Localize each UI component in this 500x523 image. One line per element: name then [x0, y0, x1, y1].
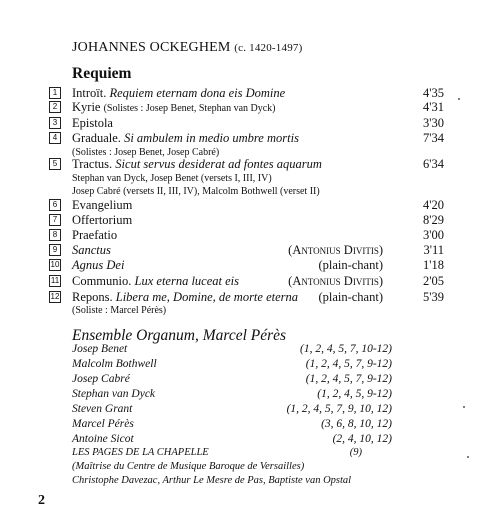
track-title [72, 290, 298, 304]
performer-tracks: (1, 2, 4, 5, 7, 9-12) [305, 373, 392, 385]
track-title [72, 228, 117, 242]
track-duration: 2'05 [422, 274, 444, 288]
track-title [72, 131, 299, 145]
track-duration: 4'20 [422, 198, 444, 212]
track-number-box: 3 [49, 117, 61, 129]
track-title-plain: Praefatio [72, 228, 118, 242]
track-number-box: 12 [50, 292, 60, 301]
track-title-plain: Tractus. [72, 157, 116, 171]
track-duration: 5'39 [422, 290, 444, 304]
performer-name: Josep Benet [72, 343, 128, 355]
track-title-italic: Si ambulem in medio umbre mortis [124, 131, 299, 145]
track-title-plain: Epistola [72, 116, 113, 130]
choir-tracks: (9) [349, 447, 362, 458]
composer-dates: (c. 1420-1497) [234, 42, 303, 54]
performer-name: Steven Grant [72, 403, 133, 415]
choir-affiliation: (Maîtrise du Centre de Musique Baroque de Versailles) [72, 461, 305, 472]
composer-heading [72, 40, 302, 56]
track-title [72, 198, 132, 212]
track-title-italic: Sanctus [72, 243, 111, 257]
track-title-italic: Lux eterna luceat eis [134, 274, 240, 288]
track-title-plain: Offertorium [72, 213, 133, 227]
performer-tracks: (2, 4, 10, 12) [332, 433, 392, 445]
track-title-plain: Repons. [72, 290, 116, 304]
track-title-italic: Agnus Dei [72, 258, 125, 272]
track-title [72, 100, 276, 116]
track-duration: 6'34 [422, 157, 444, 171]
track-title-plain: Evangelium [72, 198, 133, 212]
track-title-plain: Introït. [72, 86, 110, 100]
work-title: Requiem [72, 65, 132, 82]
track-duration: 7'34 [422, 131, 444, 145]
track-title-italic: Sicut servus desiderat ad fontes aquarum [115, 157, 322, 171]
track-number-box: 9 [49, 244, 61, 256]
track-attribution: (Antonius Divitis) [288, 243, 383, 257]
performer-tracks: (1, 2, 4, 5, 7, 9, 10, 12) [286, 403, 392, 415]
track-number-box: 2 [49, 101, 61, 113]
track-credit-line: (Soliste : Marcel Pérès) [72, 305, 167, 316]
performer-name: Malcolm Bothwell [72, 358, 157, 370]
track-number-box: 5 [49, 158, 61, 170]
track-duration: 3'11 [423, 243, 444, 257]
performer-name: Antoine Sicot [72, 433, 134, 445]
track-title-italic: Requiem eternam dona eis Domine [109, 86, 286, 100]
track-attribution: (plain-chant) [318, 258, 383, 272]
ensemble-title: Ensemble Organum, Marcel Pérès [72, 327, 287, 344]
composer-name: JOHANNES OCKEGHEM [72, 40, 231, 55]
track-title-italic: Libera me, Domine, de morte eterna [115, 290, 299, 304]
performer-tracks: (1, 2, 4, 5, 7, 9-12) [305, 358, 392, 370]
print-speck [467, 456, 469, 458]
page-number: 2 [38, 493, 45, 508]
track-credit-line: Stephan van Dyck, Josep Benet (versets I, III, IV) [72, 173, 272, 184]
performer-tracks: (1, 2, 4, 5, 9-12) [317, 388, 392, 400]
track-credit-line: (Solistes : Josep Benet, Josep Cabré) [72, 147, 220, 158]
track-title-plain: Communio. [72, 274, 135, 288]
track-title-plain: Graduale. [72, 131, 125, 145]
performer-name: Stephan van Dyck [72, 388, 156, 400]
print-speck [458, 98, 460, 100]
track-duration: 3'00 [422, 228, 444, 242]
track-duration: 1'18 [422, 258, 444, 272]
track-title [72, 243, 111, 257]
track-number-box: 10 [50, 260, 60, 269]
performer-tracks: (3, 6, 8, 10, 12) [321, 418, 392, 430]
track-number-box: 4 [49, 132, 61, 144]
track-title-plain: Kyrie [72, 100, 104, 114]
track-title [72, 213, 132, 227]
track-number-box: 6 [49, 199, 61, 211]
track-title [72, 274, 239, 288]
performer-name: Josep Cabré [72, 373, 130, 385]
track-number-box: 11 [50, 276, 60, 285]
track-number-box: 7 [49, 214, 61, 226]
track-title [72, 86, 285, 100]
print-speck [463, 406, 465, 408]
performer-name: Marcel Pérès [72, 418, 134, 430]
track-attribution: (Antonius Divitis) [288, 274, 383, 288]
performer-tracks: (1, 2, 4, 5, 7, 10-12) [300, 343, 392, 355]
track-attribution: (plain-chant) [318, 290, 383, 304]
track-number-box: 8 [49, 229, 61, 241]
choir-members: Christophe Davezac, Arthur Le Mesre de Pas, Baptiste van Opstal [72, 475, 352, 486]
track-number-box: 1 [49, 87, 61, 99]
track-credit-line: Josep Cabré (versets II, III, IV), Malcolm Bothwell (verset II) [72, 186, 320, 197]
track-soloists: (Solistes : Josep Benet, Stephan van Dyck) [103, 103, 276, 114]
choir-name: LES PAGES DE LA CHAPELLE [72, 447, 209, 458]
track-duration: 8'29 [422, 213, 444, 227]
track-duration: 3'30 [422, 116, 444, 130]
track-title [72, 258, 124, 272]
track-title [72, 157, 322, 171]
track-duration: 4'31 [422, 100, 444, 114]
track-duration: 4'35 [422, 86, 444, 100]
track-title [72, 116, 113, 130]
